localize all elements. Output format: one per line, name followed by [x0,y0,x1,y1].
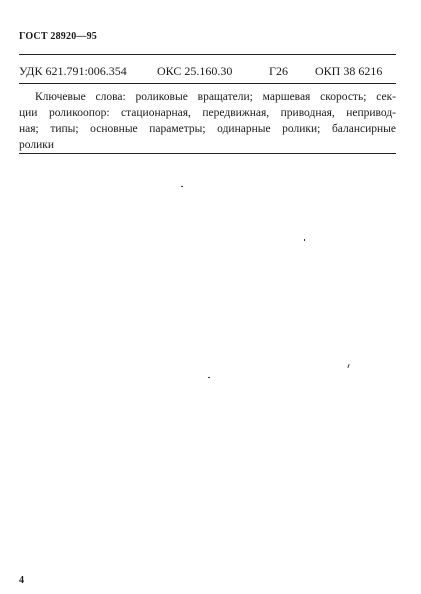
top-rule [19,54,396,55]
standard-header: ГОСТ 28920—95 [19,31,98,42]
keywords-line-3: ная; типы; основные параметры; одинарные ролики; балансирные [19,123,396,135]
keywords-line-1: Ключевые слова: роликовые вращатели; маршевая скорость; сек- [35,91,396,103]
bottom-rule [19,153,396,154]
okp-code: ОКП 38 6216 [315,64,383,78]
scan-speck [181,186,183,187]
keywords-line-4: ролики [19,139,54,151]
keywords-line-2: ции роликоопор: стационарная, передвижная, приводная, непривод- [19,107,396,119]
udk-code: УДК 621.791:006.354 [19,64,127,78]
middle-rule [19,83,396,84]
scan-speck [208,377,210,378]
keywords-paragraph [19,89,396,153]
page-number: 4 [19,575,24,586]
classification-row [19,64,396,80]
group-code: Г26 [269,64,288,78]
oks-code: ОКС 25.160.30 [157,64,233,78]
scan-speck [304,239,305,241]
scan-speck [347,364,349,368]
